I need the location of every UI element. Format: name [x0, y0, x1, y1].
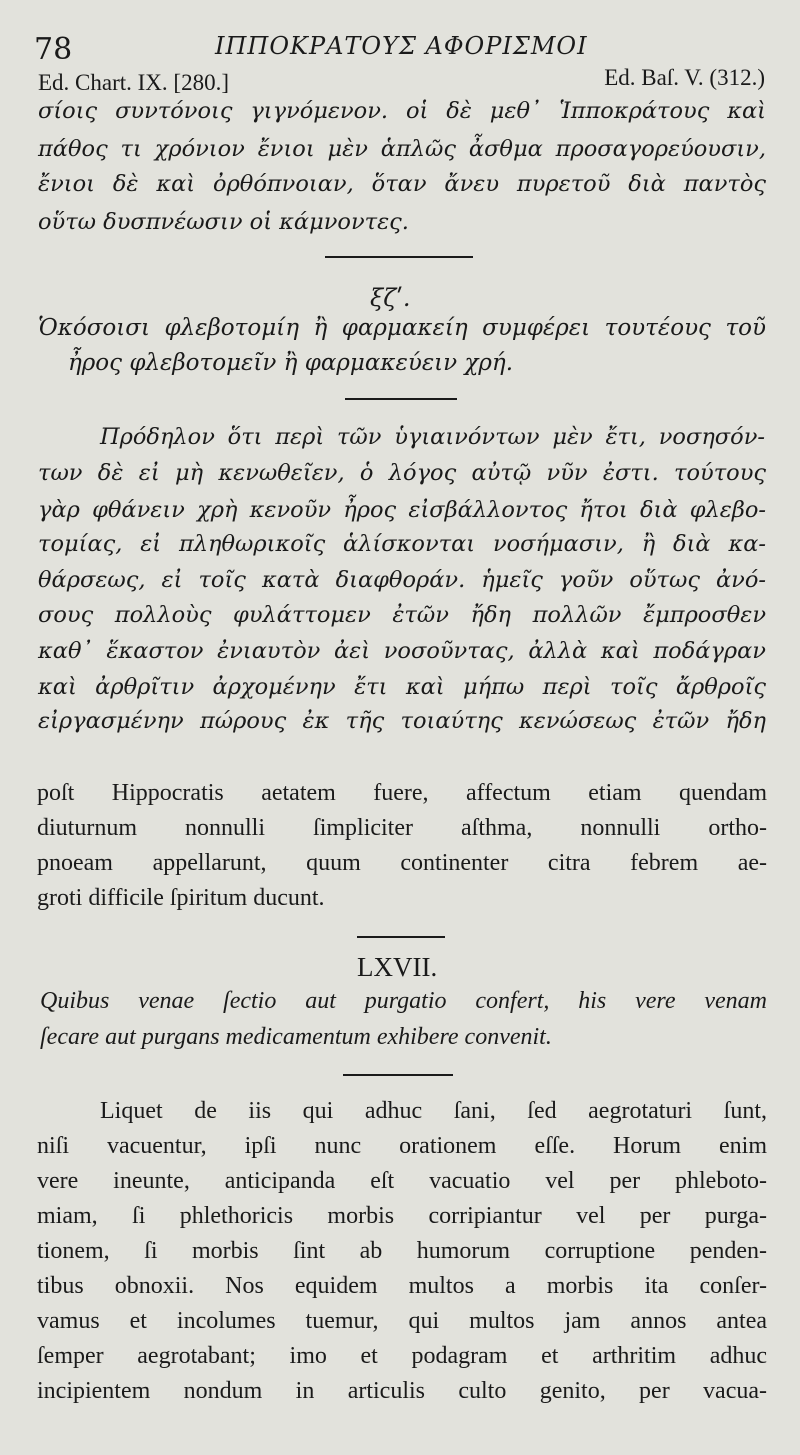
greek-commentary-line: τομίας, εἰ πληθωρικοῖς ἁλίσκονται νοσήμασιν, ἢ διὰ κα-: [38, 531, 766, 557]
latin-text-line: groti difficile ſpiritum ducunt.: [37, 885, 325, 911]
latin-commentary-line: ſemper aegrotabant; imo et podagram et arthritim adhuc: [37, 1343, 767, 1369]
latin-commentary-line: vere ineunte, anticipanda eſt vacuatio vel per phleboto-: [37, 1168, 767, 1194]
greek-commentary-line: σους πολλοὺς φυλάττομεν ἐτῶν ἤδη πολλῶν ἔμπροσθεν: [38, 602, 766, 628]
greek-commentary-line: θάρσεως, εἰ τοῖς κατὰ διαφθοράν. ἡμεῖς γοῦν οὕτως ἀνό-: [38, 567, 766, 593]
greek-aphorism-line: Ὁκόσοισι φλεβοτομίη ἢ φαρμακείη συμφέρει τουτέους τοῦ: [38, 315, 766, 341]
latin-commentary-line: incipientem nondum in articulis culto genito, per vacua-: [37, 1378, 767, 1404]
latin-text-line: poſt Hippocratis aetatem fuere, affectum etiam quendam: [37, 780, 767, 806]
section-divider: [343, 1074, 453, 1076]
latin-commentary-line: Liquet de iis qui adhuc ſani, ſed aegrotaturi ſunt,: [100, 1098, 767, 1124]
greek-text-line: ἔνιοι δὲ καὶ ὀρθόπνοιαν, ὅταν ἄνευ πυρετοῦ διὰ παντὸς: [38, 171, 766, 197]
edition-reference-right: Ed. Baſ. V. (312.): [604, 65, 765, 90]
latin-section-number: LXVII.: [357, 952, 438, 982]
edition-reference-left: Ed. Chart. IX. [280.]: [38, 70, 229, 95]
greek-section-number: ξζʹ.: [370, 284, 411, 312]
latin-commentary-line: tibus obnoxii. Nos equidem multos a morbis ita conſer-: [37, 1273, 767, 1299]
section-divider: [345, 398, 457, 400]
greek-text-line: πάθος τι χρόνιον ἔνιοι μὲν ἁπλῶς ἆσθμα προσαγορεύουσιν,: [38, 136, 766, 162]
latin-commentary-line: vamus et incolumes tuemur, qui multos jam annos antea: [37, 1308, 767, 1334]
running-title: ΙΠΠΟΚΡΑΤΟΥΣ ΑΦΟΡΙΣΜΟΙ: [215, 32, 588, 60]
latin-aphorism-line: ſecare aut purgans medicamentum exhibere convenit.: [40, 1024, 552, 1050]
greek-commentary-line: εἰργασμένην πώρους ἐκ τῆς τοιαύτης κενώσεως ἐτῶν ἤδη: [38, 708, 766, 734]
greek-commentary-line: γὰρ φθάνειν χρὴ κενοῦν ἦρος εἰσβάλλοντος ἤτοι διὰ φλεβο-: [38, 497, 766, 523]
greek-text-line: οὕτω δυσπνέωσιν οἱ κάμνοντες.: [38, 209, 409, 235]
section-divider: [357, 936, 445, 938]
latin-commentary-line: tionem, ſi morbis ſint ab humorum corruptione penden-: [37, 1238, 767, 1264]
latin-commentary-line: niſi vacuentur, ipſi nunc orationem eſſe. Horum enim: [37, 1133, 767, 1159]
page-number: 78: [34, 32, 73, 67]
greek-commentary-line: καθ᾽ ἕκαστον ἐνιαυτὸν ἀεὶ νοσοῦντας, ἀλλὰ καὶ ποδάγραν: [38, 638, 766, 664]
latin-commentary-line: miam, ſi phlethoricis morbis corripiantur vel per purga-: [37, 1203, 767, 1229]
greek-text-line: σίοις συντόνοις γιγνόμενον. οἱ δὲ μεθ᾽ Ἱπποκράτους καὶ: [38, 98, 766, 124]
latin-aphorism-line: Quibus venae ſectio aut purgatio confert, his vere venam: [40, 988, 767, 1014]
greek-aphorism-line: ἦρος φλεβοτομεῖν ἢ φαρμακεύειν χρή.: [68, 350, 514, 376]
greek-commentary-line: Πρόδηλον ὅτι περὶ τῶν ὑγιαινόντων μὲν ἔτι, νοσησόν-: [100, 424, 765, 450]
greek-commentary-line: καὶ ἀρθρῖτιν ἀρχομένην ἔτι καὶ μήπω περὶ τοῖς ἄρθροῖς: [38, 674, 766, 700]
greek-commentary-line: των δὲ εἰ μὴ κενωθεῖεν, ὁ λόγος αὐτῷ νῦν ἐστι. τούτους: [38, 460, 766, 486]
latin-text-line: diuturnum nonnulli ſimpliciter aſthma, nonnulli ortho-: [37, 815, 767, 841]
section-divider: [325, 256, 473, 258]
latin-text-line: pnoeam appellarunt, quum continenter citra febrem ae-: [37, 850, 767, 876]
